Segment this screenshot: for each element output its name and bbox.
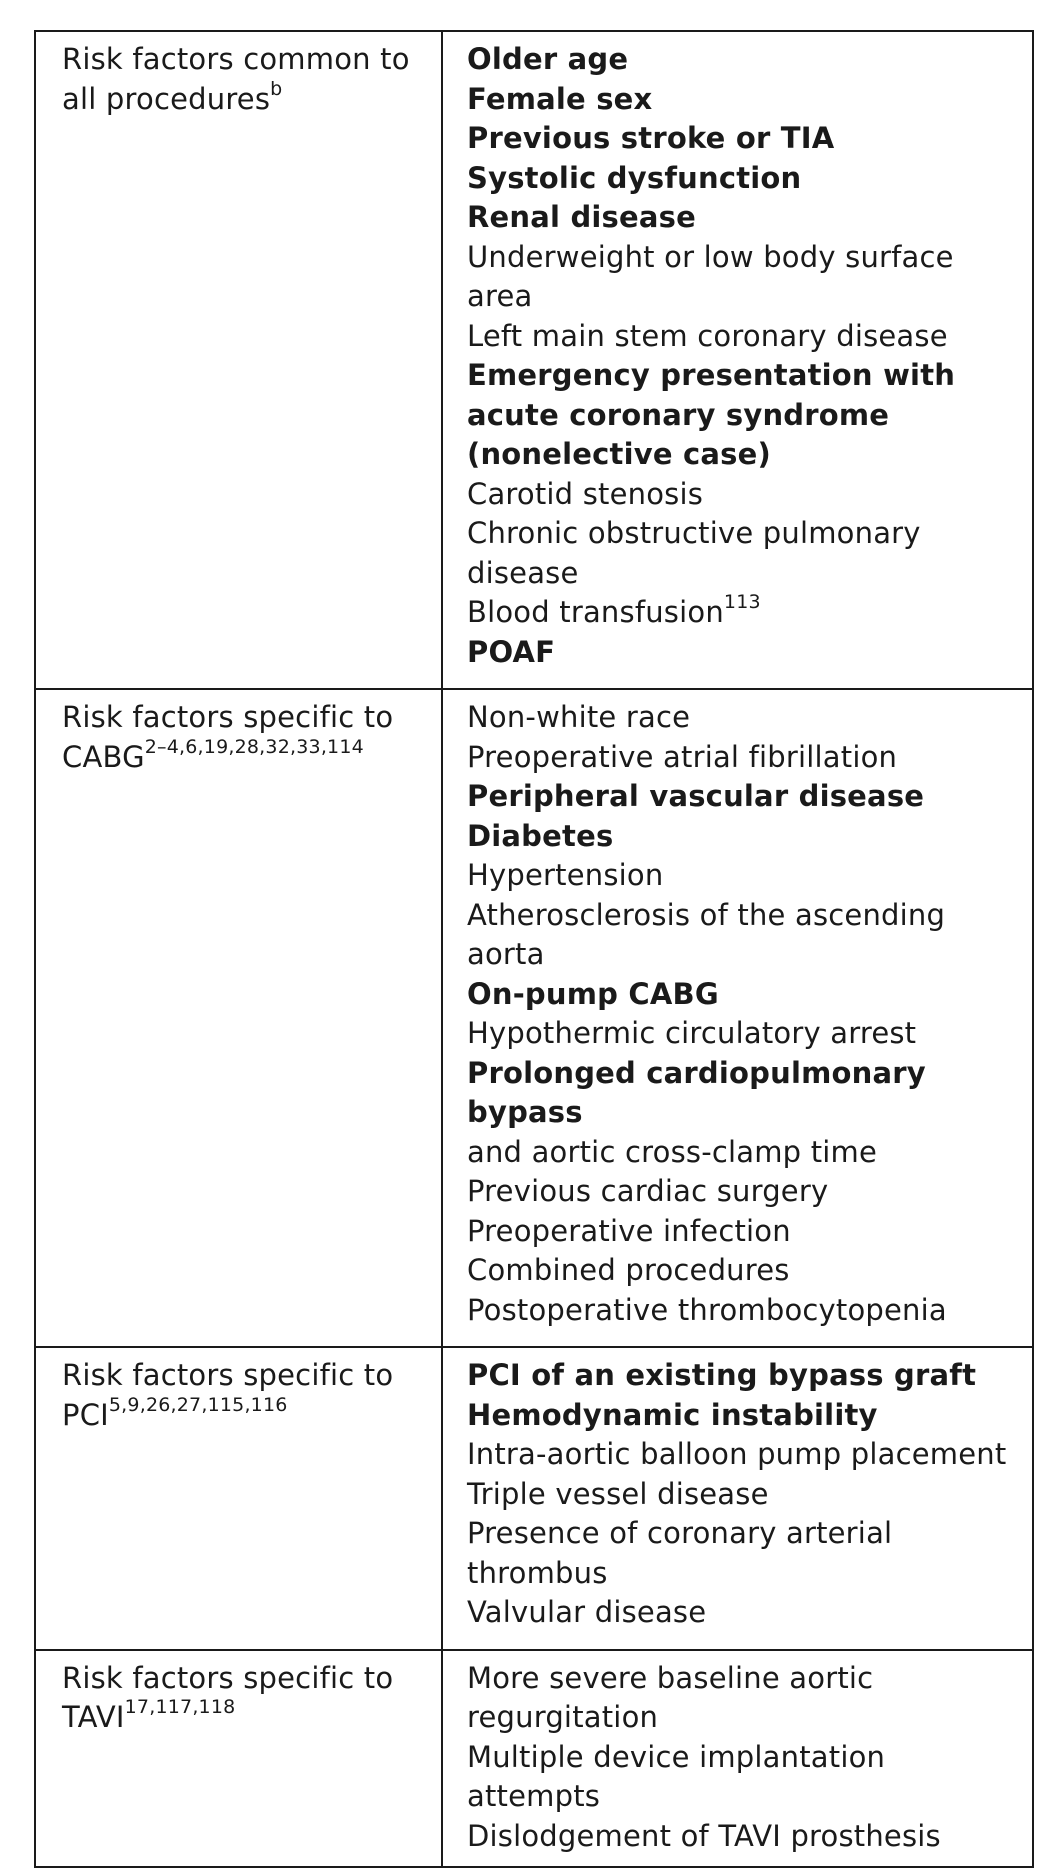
risk-factor-text: Hypertension	[467, 858, 664, 892]
risk-factor-text: Emergency presentation with acute coronary syndrome (nonelective case)	[467, 358, 956, 471]
row-label-superscript: 2–4,6,19,28,32,33,114	[144, 735, 364, 758]
risk-factor-text: Female sex	[467, 81, 653, 116]
risk-factor-item	[467, 1738, 1020, 1817]
risk-factor-text: Peripheral vascular disease	[467, 779, 925, 813]
risk-factor-item	[467, 1212, 1020, 1252]
row-factors-cell	[442, 31, 1033, 689]
row-label-cell	[35, 31, 442, 689]
risk-factor-text: Presence of coronary arterial thrombus	[467, 1516, 893, 1590]
row-label-cell	[35, 689, 442, 1347]
risk-factor-text: Hemodynamic instability	[467, 1397, 878, 1432]
risk-factor-item	[467, 80, 1020, 120]
risk-factor-item	[467, 975, 1020, 1015]
risk-factor-item	[467, 356, 1020, 475]
risk-factor-text: Preoperative infection	[467, 1213, 791, 1248]
risk-factor-item	[467, 1659, 1020, 1738]
risk-factor-text: More severe baseline aortic regurgitation	[467, 1660, 874, 1734]
risk-factor-item	[467, 1435, 1020, 1475]
risk-factor-text: Preoperative atrial fibrillation	[467, 739, 898, 774]
risk-factor-item	[467, 593, 1020, 633]
risk-factor-text: Valvular disease	[467, 1595, 707, 1629]
risk-factor-text: Hypothermic circulatory arrest	[467, 1016, 917, 1050]
risk-factor-text: Dislodgement of TAVI prosthesis	[467, 1818, 941, 1853]
row-label: Risk factors specific to PCI	[62, 1358, 394, 1432]
risk-factor-item	[467, 317, 1020, 357]
risk-factor-text: Combined procedures	[467, 1253, 790, 1287]
risk-factor-item	[467, 1514, 1020, 1593]
risk-factor-item	[467, 1014, 1020, 1054]
risk-factor-item	[467, 1475, 1020, 1515]
risk-factor-item	[467, 633, 1020, 673]
risk-factor-text: Previous stroke or TIA	[467, 121, 835, 155]
risk-factor-item	[467, 817, 1020, 857]
row-label-superscript: 5,9,26,27,115,116	[108, 1393, 288, 1416]
risk-factor-text: Postoperative thrombocytopenia	[467, 1292, 947, 1327]
risk-factor-item	[467, 698, 1020, 738]
risk-factor-item	[467, 1291, 1020, 1331]
risk-factor-text: Triple vessel disease	[467, 1476, 769, 1511]
risk-factor-item	[467, 119, 1020, 159]
row-factors-cell	[442, 689, 1033, 1347]
risk-factor-item	[467, 856, 1020, 896]
risk-factor-text: Atherosclerosis of the ascending aorta	[467, 897, 946, 971]
risk-factor-item	[467, 777, 1020, 817]
risk-factor-text: Chronic obstructive pulmonary disease	[467, 516, 921, 590]
risk-factor-item	[467, 475, 1020, 515]
risk-factor-item	[467, 1817, 1020, 1857]
row-label-superscript: b	[270, 77, 283, 100]
risk-factor-item	[467, 40, 1020, 80]
risk-factor-text: and aortic cross-clamp time	[467, 1134, 878, 1169]
row-factors-cell	[442, 1347, 1033, 1650]
risk-factor-text: PCI of an existing bypass graft	[467, 1358, 977, 1392]
risk-factors-table-body	[35, 31, 1033, 1867]
table-row	[35, 31, 1033, 689]
row-factors-cell	[442, 1650, 1033, 1868]
risk-factor-text: Prolonged cardiopulmonary bypass	[467, 1055, 926, 1129]
risk-factor-text: Intra-aortic balloon pump placement	[467, 1437, 1007, 1471]
risk-factor-text: Previous cardiac surgery	[467, 1174, 829, 1208]
row-label-cell	[35, 1347, 442, 1650]
risk-factor-reference: 113	[723, 591, 761, 614]
risk-factor-item	[467, 738, 1020, 778]
risk-factor-item	[467, 1593, 1020, 1633]
risk-factor-item	[467, 1396, 1020, 1436]
table-row	[35, 689, 1033, 1347]
risk-factor-item	[467, 896, 1020, 975]
risk-factor-item	[467, 159, 1020, 199]
risk-factor-text: On-pump CABG	[467, 976, 719, 1011]
risk-factor-item	[467, 1251, 1020, 1291]
row-label-superscript: 17,117,118	[124, 1696, 236, 1719]
risk-factor-item	[467, 198, 1020, 238]
risk-factor-text: Left main stem coronary disease	[467, 318, 948, 353]
row-label: Risk factors specific to TAVI	[62, 1660, 394, 1734]
table-row	[35, 1347, 1033, 1650]
risk-factor-item	[467, 1356, 1020, 1396]
risk-factor-text: POAF	[467, 634, 556, 669]
risk-factor-text: Carotid stenosis	[467, 476, 704, 511]
risk-factors-table	[34, 30, 1034, 1868]
risk-factor-item	[467, 1054, 1020, 1133]
row-label: Risk factors common to all procedures	[62, 42, 410, 116]
row-label-cell	[35, 1650, 442, 1868]
risk-factor-text: Multiple device implantation attempts	[467, 1739, 886, 1813]
table-row	[35, 1650, 1033, 1868]
risk-factor-item	[467, 1172, 1020, 1212]
risk-factor-text: Underweight or low body surface area	[467, 239, 954, 313]
risk-factor-text: Non-white race	[467, 700, 691, 734]
risk-factor-item	[467, 514, 1020, 593]
risk-factor-text: Diabetes	[467, 818, 614, 853]
risk-factor-text: Systolic dysfunction	[467, 160, 802, 195]
row-label: Risk factors specific to CABG	[62, 700, 394, 774]
risk-factor-text: Renal disease	[467, 200, 696, 234]
risk-factor-text: Older age	[467, 42, 629, 76]
risk-factor-item	[467, 1133, 1020, 1173]
risk-factor-text: Blood transfusion	[467, 595, 724, 629]
risk-factor-item	[467, 238, 1020, 317]
